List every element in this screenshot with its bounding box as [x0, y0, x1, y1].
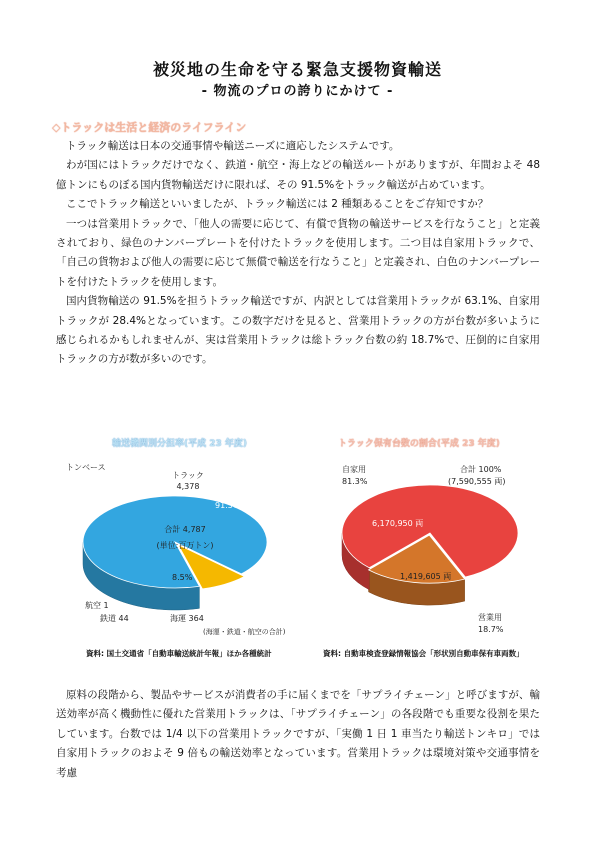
- total-unit: (7,590,555 両): [448, 477, 506, 486]
- slice-value-truck: 4,378: [176, 482, 200, 491]
- paragraph: 原料の段階から、製品やサービスが消費者の手に届くまでを「サプライチェーン」と呼びますが、輸送効率が高く機動性に優れた営業用トラックは、「サプライチェーン」の各段階でも重要な役割を果たしています。台数では 1/4 以下の営業用トラックですが、「実働 1 日 1 車当たり輸送トンキロ」では自家用トラックのおよそ 9 倍もの輸送効率となっています。営業用トラックは環境対策や交通事情を考慮: [56, 689, 540, 779]
- group-label: (海運・鉄道・航空の合計): [203, 628, 286, 636]
- body-text-top: [56, 137, 540, 370]
- total-label: 合計 4,787: [164, 525, 206, 534]
- slice-label-sea: 海運 364: [170, 614, 204, 623]
- chart-unit-label: トンベース: [66, 463, 106, 472]
- paragraph: トラック輸送は日本の交通事情や輸送ニーズに適応したシステムです。: [66, 140, 400, 152]
- slice-value-private: 6,170,950 両: [372, 519, 424, 528]
- chart-source: 資料: 国土交通省「自動車輸送統計年報」ほか各種統計: [86, 649, 272, 658]
- section-heading: ◇トラックは生活と経済のライフライン: [52, 121, 247, 134]
- paragraph: 国内貨物輸送の 91.5%を担うトラック輸送ですが、内訳としては営業用トラックが 63.1%、自家用トラックが 28.4%となっています。この数字だけを見ると、営業用トラックの方が台数が多いように感じられるかもしれませんが、実は営業用トラックは総トラック台数の約 18.7%で、圧倒的に自家用トラックの方が数が多いのです。: [56, 295, 540, 366]
- total-unit: (単位:百万トン): [156, 541, 214, 550]
- paragraph: ここでトラック輸送といいましたが、トラック輸送には 2 種類あることをご存知ですか？: [66, 198, 489, 211]
- body-text-bottom: [56, 686, 540, 783]
- paragraph: わが国にはトラックだけでなく、鉄道・航空・海上などの輸送ルートがありますが、年間およそ 48 億トンにものぼる国内貨物輸送だけに限れば、その 91.5%をトラック輸送が占めています。: [56, 159, 540, 191]
- slice-percent-commercial: 18.7%: [478, 625, 504, 634]
- slice-label-truck: トラック: [172, 471, 204, 480]
- chart-source: 資料: 自動車検査登録情報協会「形状別自動車保有車両数」: [323, 649, 524, 658]
- slice-percent-truck: 91.5%: [215, 501, 241, 510]
- slice-label-rail: 鉄道 44: [100, 614, 129, 623]
- page-title: 被災地の生命を守る緊急支援物資輸送: [152, 60, 442, 79]
- slice-label-private: 自家用: [342, 465, 366, 474]
- chart-title: トラック保有台数の割合(平成 23 年度): [338, 439, 500, 449]
- group-percent-label: 8.5%: [172, 573, 193, 582]
- slice-label-commercial: 営業用: [478, 613, 502, 622]
- page-subtitle: - 物流のプロの誇りにかけて -: [201, 84, 394, 99]
- paragraph: 一つは営業用トラックで、「他人の需要に応じて、有償で貨物の輸送サービスを行なうこと」と定義されており、緑色のナンバープレートを付けたトラックを使用します。二つ目は自家用トラックで、「自己の貨物および他人の需要に応じて無償で輸送を行なうこと」と定義され、白色のナンバープレートを付けたトラックを使用します。: [56, 217, 540, 288]
- slice-value-commercial: 1,419,605 両: [400, 572, 452, 581]
- total-label: 合計 100%: [460, 465, 502, 474]
- chart-title: 輸送機関別分担率(平成 23 年度): [112, 439, 248, 449]
- slice-percent-private: 81.3%: [342, 477, 368, 486]
- pie-chart-truck-ownership: [330, 465, 540, 635]
- slice-label-air: 航空 1: [85, 601, 109, 610]
